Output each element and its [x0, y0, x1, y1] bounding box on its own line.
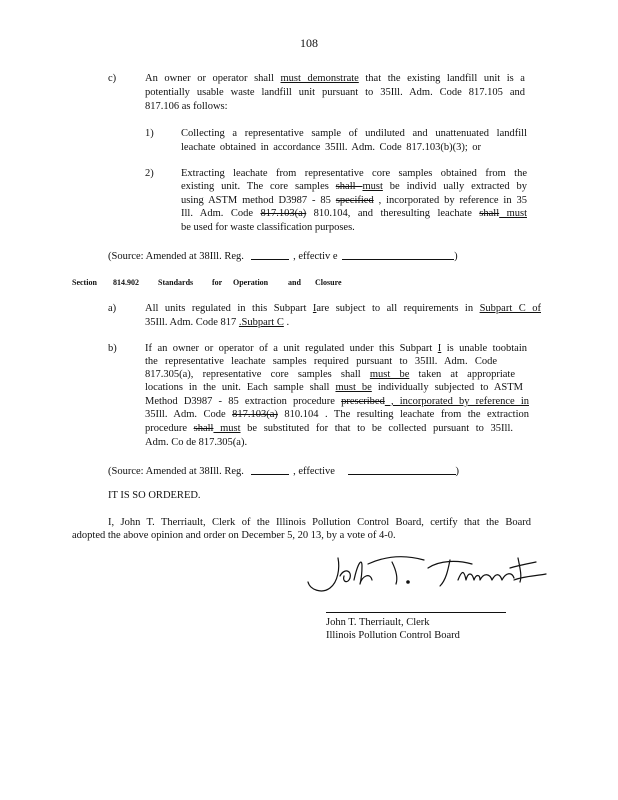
ordered-statement: IT IS SO ORDERED.: [108, 490, 201, 501]
certification-line-2: adopted the above opinion and order on December 5, 20 13, by a vote of 4-0.: [72, 530, 396, 541]
item-c-label: c): [108, 73, 117, 84]
item-c-line-1: An owner or operator shall must demonstrate that the existing landfill unit is a: [145, 73, 525, 84]
signature-rule: [326, 612, 506, 613]
item-c-line-2: potentially usable waste landfill unit pursuant to 35Ill. Adm. Code 817.105 and: [145, 87, 525, 98]
item-b-line-6: 35Ill. Adm. Code 817.103(a) 810.104 . The resulting leachate from the extraction: [145, 409, 530, 420]
section-title-word-2: for: [212, 278, 223, 287]
sub2-line-5: be used for waste classification purposes.: [181, 222, 355, 233]
sub2-line-1: Extracting leachate from representative core samples obtained from the: [181, 168, 527, 179]
item-b-line-4: locations in the unit. Each sample shall must be individually subjected to ASTM: [145, 382, 523, 393]
item-c-line-3: 817.106 as follows:: [145, 101, 228, 112]
section-title-word-1: Standards: [158, 278, 194, 287]
sub2-line-2: existing unit. The core samples shall must be individ ually extracted by: [181, 181, 527, 192]
item-a-label: a): [108, 303, 117, 314]
item-b-line-5: Method D3987 - 85 extraction procedure prescribed , incorporated by reference in: [145, 396, 529, 407]
sub1-line-2: leachate obtained in accordance 35Ill. Adm. Code 817.103(b)(3); or: [181, 142, 481, 153]
section-title-word-5: Closure: [315, 278, 342, 287]
source-line-1: (Source: Amended at 38Ill. Reg. , effectiv e ): [108, 251, 458, 262]
sub1-label: 1): [145, 128, 154, 139]
signature-image: [300, 550, 550, 600]
signer-name: John T. Therriault, Clerk: [326, 617, 430, 628]
page-number: 108: [300, 36, 318, 50]
item-b-label: b): [108, 343, 117, 354]
item-b-line-3: 817.305(a), representative core samples shall must be taken at appropriate: [145, 369, 515, 380]
reg-blank-2: [251, 464, 289, 475]
source-line-2: (Source: Amended at 38Ill. Reg. , effective ): [108, 466, 460, 477]
section-number: 814.902: [113, 278, 139, 287]
item-b-line-8: Adm. Co de 817.305(a).: [145, 437, 248, 448]
section-title-word-3: Operation: [233, 278, 269, 287]
item-b-line-7: procedure shall must be substituted for that to be collected pursuant to 35Ill.: [145, 423, 513, 434]
sub2-line-3: using ASTM method D3987 - 85 specified , incorporated by reference in 35: [181, 195, 527, 206]
sub2-line-4: Ill. Adm. Code 817.103(a) 810.104, and theresulting leachate shall must: [181, 208, 527, 219]
reg-blank: [251, 249, 289, 260]
item-a-line-2: 35Ill. Adm. Code 817 .Subpart C .: [145, 317, 290, 328]
signer-organization: Illinois Pollution Control Board: [326, 630, 460, 641]
effective-blank-2: [348, 464, 456, 475]
item-b-line-2: the representative leachate samples required pursuant to 35Ill. Adm. Code: [145, 356, 497, 367]
section-label: Section: [72, 278, 97, 287]
sub2-label: 2): [145, 168, 154, 179]
certification-line-1: I, John T. Therriault, Clerk of the Illinois Pollution Control Board, certify that the Board: [108, 517, 531, 528]
section-title-word-4: and: [288, 278, 301, 287]
item-b-line-1: If an owner or operator of a unit regulated under this Subpart I is unable toobtain: [145, 343, 528, 354]
item-a-line-1: All units regulated in this Subpart Iare subject to all requirements in Subpart C of: [145, 303, 541, 314]
sub1-line-1: Collecting a representative sample of undiluted and unattenuated landfill: [181, 128, 527, 139]
effective-blank: [342, 249, 454, 260]
